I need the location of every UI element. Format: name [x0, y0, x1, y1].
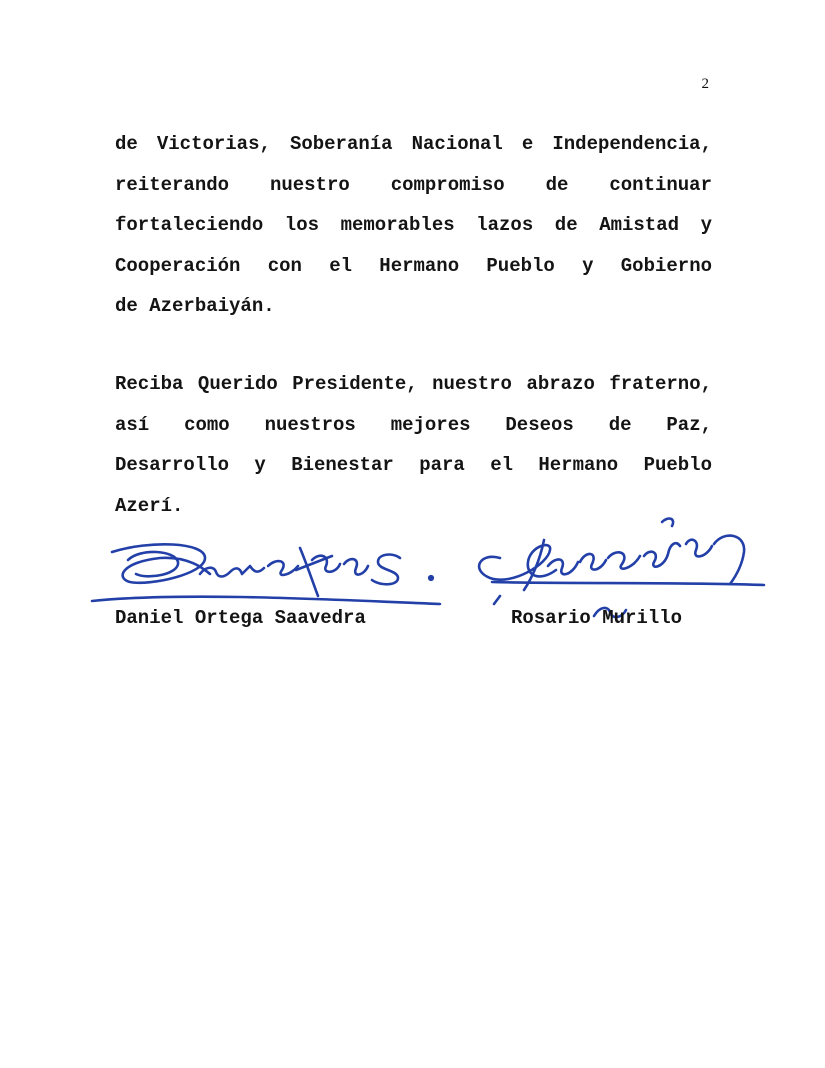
paragraph-line: reiterando nuestro compromiso de continuar [115, 173, 712, 196]
paragraph-line: fortaleciendo los memorables lazos de Amistad y [115, 214, 712, 236]
handwritten-signature-right [479, 519, 764, 618]
handwritten-signature-left [92, 544, 440, 604]
signer-name-right: Rosario Murillo [511, 607, 683, 629]
paragraph-line: Desarrollo y Bienestar para el Hermano Pueblo [115, 454, 712, 476]
page-number: 2 [701, 76, 709, 92]
signature-block [0, 500, 825, 650]
paragraph-line: de Victorias, Soberanía Nacional e Independencia, [115, 133, 712, 155]
paragraph-line: Azerí. [115, 494, 184, 517]
signer-name-left: Daniel Ortega Saavedra [115, 607, 366, 629]
paragraph-closing-commitment [115, 124, 712, 327]
paragraph-line: Cooperación con el Hermano Pueblo y Gobierno [115, 254, 712, 277]
paragraph-line: Reciba Querido Presidente, nuestro abrazo fraterno, [115, 373, 712, 395]
paragraph-line: así como nuestros mejores Deseos de Paz, [115, 413, 712, 436]
paragraph-line: de Azerbaiyán. [115, 295, 275, 317]
